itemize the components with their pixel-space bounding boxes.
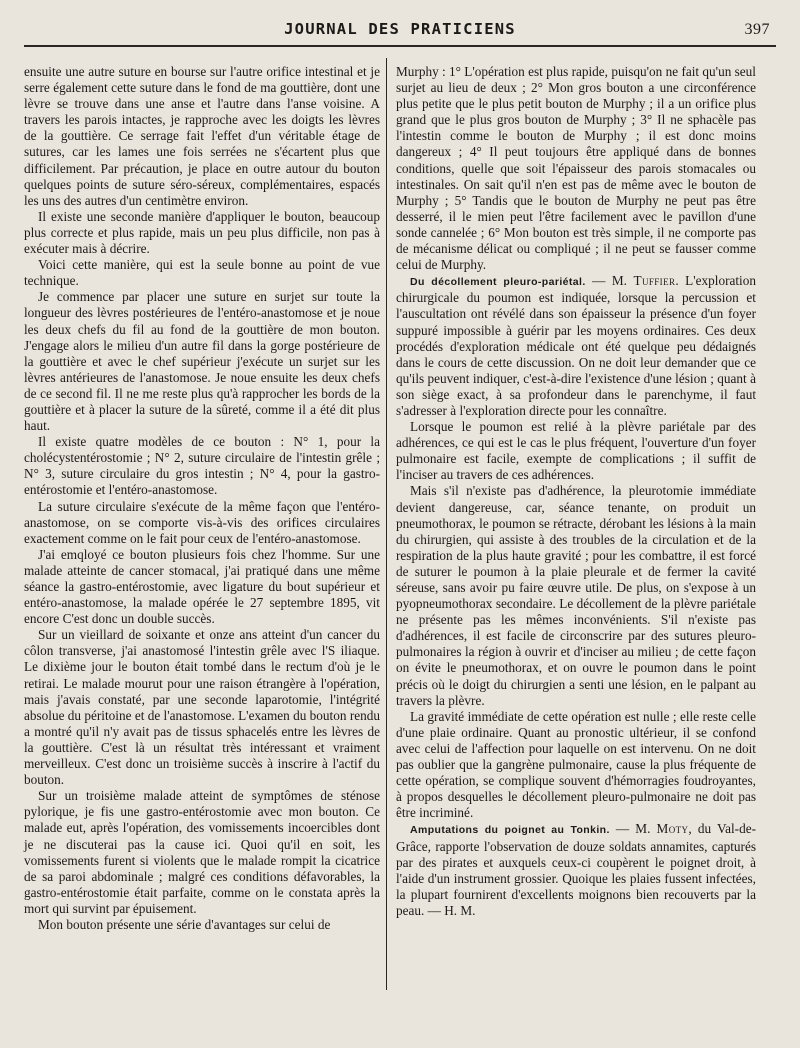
section-title: Amputations du poignet au Tonkin. <box>410 824 610 837</box>
section-author: Tuffier <box>633 273 676 289</box>
section-lead-text: . L'exploration chirurgicale du poumon est indiquée, lorsque la percussion et l'auscultation ont révélé dans son épaisseur la présence d'un foyer suppuré impossible à guérir par les moyens ordinaires. Ces deux procédés d'exploration médicale ont été quelque peu dédaignés dans le cours de cette discussion. On ne doit leur demander que ce qu'ils peuvent indiquer, c'est-à-dire l'existence d'une lésion ; quant à son siège exact, à sa profondeur dans le parenchyme, il faut s'adresser à l'exploration directe pour les connaître. <box>396 273 756 418</box>
section-author: Moty <box>656 821 689 837</box>
paragraph-continued: Murphy : 1° L'opération est plus rapide, puisqu'on ne fait qu'un seul surjet au lieu de deux ; 2° Mon gros bouton a une circonférence plus petite que le plus petit bouton de Murphy ; il a un orifice plus grand que le plus gros bouton de Murphy ; 3° Il ne sphacèle pas l'intestin comme le bouton de Murphy ; il est donc moins dangereux ; 4° Il peut toujours être appliqué dans de bonnes conditions, quelle que soit l'épaisseur des parois stomacales ou intestinales. On sait qu'il n'en est pas de même avec le bouton de Murphy ; 5° Tandis que le bouton de Murphy ne peut pas être desserré, il le mien peut l'être facilement avec le pavillon d'une sonde cannelée ; 6° Mon bouton est très simple, il ne comporte pas de mécanisme délicat ou compliqué ; il ne peut se fausser comme celui de Murphy. <box>396 64 756 273</box>
paragraph: Il existe quatre modèles de ce bouton : N° 1, pour la cholécystentérostomie ; N° 2, suture circulaire de l'intestin grêle ; N° 3, suture circulaire du gros intestin ; N° 4, pour la gastro-entérostomie et l'entéro-anastomose. <box>24 434 380 498</box>
paragraph: Mon bouton présente une série d'avantages sur celui de <box>38 916 331 932</box>
paragraph: J'ai emqloyé ce bouton plusieurs fois chez l'homme. Sur une malade atteinte de cancer stomacal, j'ai pratiqué dans une même séance la gastro-entérostomie, avec ligature du bout supérieur et entéro-anastomose, la malade opérée le 27 septembre 1895, vit encore C'est donc un double succès. <box>24 546 380 627</box>
page-number: 397 <box>744 21 770 38</box>
paragraph: Je commence par placer une suture en surjet sur toute la longueur des lèvres postérieures de l'entéro-anastomose et je noue les deux chefs du fil au fond de la gouttière de mon bouton. J'engage alors le milieu d'un autre fil dans la gorge postérieure de la gouttière et avec le chef supérieur j'exécute un surjet sur les lèvres antérieures de l'anastomose. Je noue ensuite les deux chefs de ce second fil. Il ne me reste plus qu'à rapprocher les bords de la gouttière et à placer la suture de la sûreté, comme il a été dit plus haut. <box>24 289 380 434</box>
paragraph: Sur un vieillard de soixante et onze ans atteint d'un cancer du côlon transverse, j'ai anastomosé l'intestin grêle avec l'S iliaque. Le dixième jour le bouton était tombé dans le rectum d'où je le retirai. Le malade mourut pour une raison étrangère à l'opération, mais j'avais constaté, par une seconde laparotomie, l'intégrité absolue du péritoine et de l'anastomose. L'examen du bouton rendu a montré qu'il n'y avait pas de tissus sphacelés entre les lèvres de la gouttière. C'est là un résultat très intéressant et vraiment merveilleux. C'est donc un troisième succès à inscrire à l'actif du bouton. <box>24 627 380 788</box>
section-paragraph <box>396 821 756 919</box>
section-lead-text: , du Val-de-Grâce, rapporte l'observation de douze soldats annamites, capturés par des pirates et auxquels ceux-ci coupèrent le poignet droit, à l'aide d'un instrument grossier. Quoique les plaies fussent infectées, la plupart fournirent d'excellents moignons bien recouverts par la peau. <box>396 821 756 918</box>
running-header <box>24 18 776 44</box>
left-column <box>24 64 380 933</box>
paragraph: Voici cette manière, qui est la seule bonne au point de vue technique. <box>24 257 380 289</box>
section-title: Du décollement pleuro-pariétal. <box>410 276 586 289</box>
paragraph: Il existe une seconde manière d'appliquer le bouton, beaucoup plus correcte et plus rapide, mais un peu plus difficile, non pas à exécuter mais à décrire. <box>24 208 380 257</box>
paragraph: La gravité immédiate de cette opération est nulle ; elle reste celle d'une plaie ordinaire. Quant au pronostic ultérieur, il se confond avec celui de l'affection pour laquelle on est intervenu. On ne doit pas oublier que la gangrène pulmonaire, cause la plus fréquente de cette opération, se complique souvent d'hémorragies foudroyantes, à propos desquelles le décollement pleuro-pulmonaire ne doit pas être incriminé. <box>396 708 756 821</box>
right-column <box>396 64 756 919</box>
section-dash: — M. <box>585 273 634 289</box>
paragraph: Mais s'il n'existe pas d'adhérence, la pleurotomie immédiate devient dangereuse, car, séance tenante, on produit un pneumothorax, le poumon se rétracte, dérobant les lésions à la main du chirurgien, qui assiste à des troubles de la circulation et de la respiration de la plus haute gravité ; pour les combattre, il est forcé de suturer le poumon à la plaie pleurale et de fermer la cavité séreuse, sans avoir pu faire œuvre utile. De plus, on s'expose à un pyopneumothorax secondaire. Le décollement de la plèvre pariétale ne présente pas les mêmes inconvénients. S'il n'existe pas d'adhérences, il est facile de circonscrire par des sutures pleuro-pulmonaires la région à ouvrir et d'inciser au milieu ; de cette façon on évite le pneumothorax, et on ouvre le poumon dans le point précis où le doigt du chirurgien a senti une lésion, en le palpant au travers la plèvre. <box>396 483 756 708</box>
paragraph: Lorsque le poumon est relié à la plèvre pariétale par des adhérences, ce qui est le cas le plus fréquent, l'ouverture d'un foyer pulmonaire est facile, exempte de complications ; il suffit de l'inciser au travers de ces adhérences. <box>396 419 756 483</box>
journal-title: JOURNAL DES PRATICIENS <box>284 20 516 38</box>
section-paragraph <box>396 273 756 419</box>
header-rule <box>24 45 776 47</box>
section-dash: — M. <box>609 821 657 837</box>
paragraph: ensuite une autre suture en bourse sur l'autre orifice intestinal et je serre également cette suture dans le fond de ma gouttière, dont une lèvre se trouve dans une anse et l'autre dans l'anse voisine. A travers les parois intactes, je rapproche avec les doigts les lèvres de la gouttière. Ce serrage fait l'effet d'un véritable étage de sutures, car les lames une fois serrées ne s'écartent plus que difficilement. Par précaution, je place en outre autour du bouton quelques points de suture séro-séreux, complémentaires, espacés les uns des autres d'un centimètre environ. <box>24 64 380 208</box>
paragraph: La suture circulaire s'exécute de la même façon que l'entéro-anastomose, on se comporte vis-à-vis des orifices circulaires exactement comme on le fait pour ceux de l'entéro-anastomose. <box>24 498 380 546</box>
paragraph: Sur un troisième malade atteint de symptômes de sténose pylorique, je fis une gastro-entérostomie avec mon bouton. Ce malade eut, après l'opération, des vomissements incoercibles dont je ne discuterai pas la cause ici. Quoi qu'il en soit, les vomissements furent si violents que le malade rompit la cicatrice de sa paroi abdominale ; malgré ces conditions défavorables, la gastro-entérostomie était parfaite, comme on le constata après la mort qui survint par épuisement. <box>24 788 380 916</box>
signature: — H. M. <box>427 902 476 918</box>
column-divider <box>386 58 387 990</box>
